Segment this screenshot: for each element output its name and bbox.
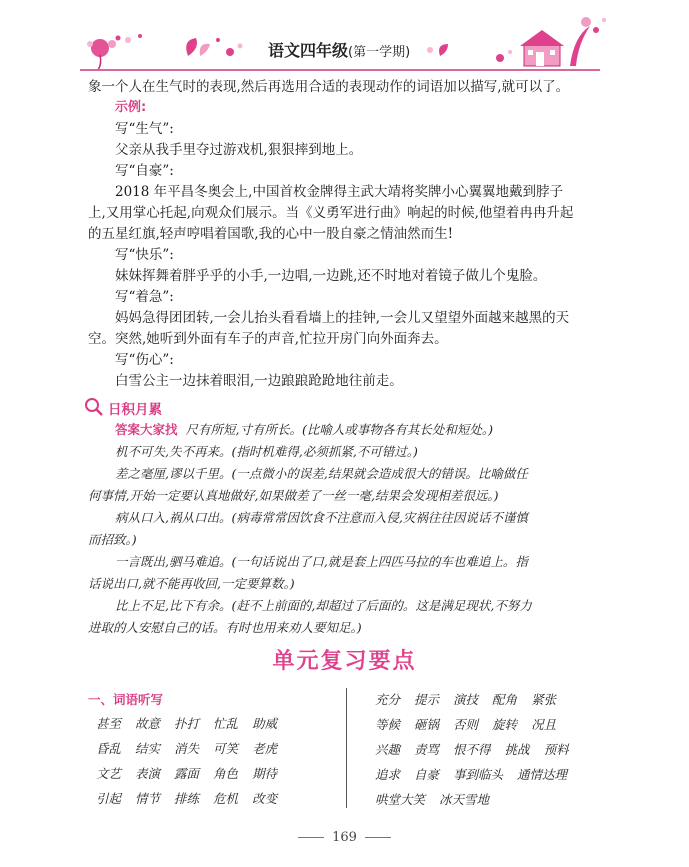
vocab-row	[375, 690, 570, 708]
idiom-line: 比上不足,比下有余。(赶不上前面的,却超过了后面的。这是满足现状,不努力	[115, 598, 532, 613]
body-line: 写“着急”:	[115, 289, 174, 305]
header-title-main: 语文四年级	[268, 41, 349, 60]
body-line: 上,又用掌心托起,向观众们展示。当《义勇军进行曲》响起的时候,他望着冉冉升起	[88, 205, 574, 221]
vocab-word: 甚至	[96, 716, 122, 731]
vocab-word: 情节	[135, 791, 161, 806]
vocab-word: 旋转	[492, 717, 518, 732]
vocab-word: 提示	[414, 692, 440, 707]
body-line: 父亲从我手里夺过游戏机,狠狠摔到地上。	[115, 142, 363, 158]
vocab-word: 等候	[375, 717, 401, 732]
body-line: 的五星红旗,轻声哼唱着国歌,我的心中一股自豪之情油然而生!	[88, 226, 454, 242]
vocab-row	[96, 789, 291, 807]
vocab-word: 事到临头	[453, 767, 504, 782]
page-footer	[0, 830, 689, 845]
vocab-word: 消失	[174, 741, 200, 756]
header-title	[268, 38, 410, 61]
vocab-word: 老虎	[252, 741, 278, 756]
vocab-word: 紧张	[531, 692, 557, 707]
example-label: 示例:	[115, 100, 147, 115]
vocab-word: 昏乱	[96, 741, 122, 756]
body-line: 写“伤心”:	[115, 352, 174, 368]
vocab-row	[96, 764, 291, 782]
vocab-word: 况且	[531, 717, 557, 732]
left-flower-decoration	[87, 34, 142, 70]
vocab-row	[375, 790, 503, 808]
vocab-word: 砸锅	[414, 717, 440, 732]
answer-label: 答案大家找	[115, 422, 178, 437]
idiom-line	[115, 421, 493, 438]
mid-flower-decoration	[186, 38, 242, 56]
vocab-word: 否则	[453, 717, 479, 732]
vocab-word: 文艺	[96, 766, 122, 781]
vocab-word: 角色	[213, 766, 239, 781]
vocab-word: 充分	[375, 692, 401, 707]
vocab-word: 追求	[375, 767, 401, 782]
vocab-word: 扑打	[174, 716, 200, 731]
vocab-word: 演技	[453, 692, 479, 707]
body-line: 白雪公主一边抹着眼泪,一边踉踉跄跄地往前走。	[115, 373, 403, 389]
header-title-sub: (第一学期)	[348, 45, 411, 60]
vocab-row	[375, 715, 570, 733]
body-line: 写“生气”:	[115, 121, 174, 137]
header-divider	[80, 69, 600, 71]
vocab-word: 恨不得	[453, 742, 491, 757]
body-line: 写“快乐”:	[115, 247, 174, 263]
vocab-divider	[346, 688, 347, 808]
vocab-word: 可笑	[213, 741, 239, 756]
vocab-word: 责骂	[414, 742, 440, 757]
page-header	[0, 0, 689, 80]
vocab-word: 表演	[135, 766, 161, 781]
vocab-row	[96, 739, 291, 757]
vocab-word: 预料	[543, 742, 569, 757]
body-line: 空。突然,她听到外面有车子的声音,忙拉开房门向外面奔去。	[88, 331, 448, 347]
idiom-line: 一言既出,驷马难追。(一句话说出了口,就是套上四匹马拉的车也难追上。指	[115, 554, 528, 569]
page-number: 169	[332, 830, 357, 845]
vocab-row	[96, 714, 291, 732]
vocab-word: 危机	[213, 791, 239, 806]
vocab-row	[375, 765, 581, 783]
footer-dash	[298, 837, 324, 838]
vocab-word: 配角	[492, 692, 518, 707]
vocab-word: 排练	[174, 791, 200, 806]
vocab-word: 故意	[135, 716, 161, 731]
vocab-word: 哄堂大笑	[375, 792, 426, 807]
magnifier-icon	[84, 397, 104, 417]
body-line: 写“自豪”:	[115, 163, 174, 179]
vocab-word: 通情达理	[517, 767, 568, 782]
body-line: 妹妹挥舞着胖乎乎的小手,一边唱,一边跳,还不时地对着镜子做儿个鬼脸。	[115, 268, 547, 284]
vocab-word: 挑战	[504, 742, 530, 757]
vocab-word: 助威	[252, 716, 278, 731]
right-house-decoration	[427, 17, 606, 66]
body-line: 象一个人在生气时的表现,然后再选用合适的表现动作的词语加以描写,就可以了。	[88, 79, 570, 95]
vocab-word: 露面	[174, 766, 200, 781]
vocab-row	[375, 740, 583, 758]
idiom-line: 进取的人安慰自己的话。有时也用来劝人要知足。)	[88, 620, 362, 635]
idiom-line: 差之毫厘,谬以千里。(一点微小的误差,结果就会造成很大的错误。比喻做任	[115, 466, 528, 481]
vocab-word: 兴趣	[375, 742, 401, 757]
vocab-word: 忙乱	[213, 716, 239, 731]
vocab-word: 改变	[252, 791, 278, 806]
vocab-word: 期待	[252, 766, 278, 781]
idiom-text: 尺有所短,寸有所长。(比喻人或事物各有其长处和短处。)	[185, 422, 493, 437]
vocab-heading: 一、词语听写	[88, 692, 164, 707]
body-line: 妈妈急得团团转,一会儿抬头看看墙上的挂钟,一会儿又望望外面越来越黑的天	[115, 310, 570, 326]
vocab-word: 冰天雪地	[439, 792, 490, 807]
vocab-word: 引起	[96, 791, 122, 806]
daily-section-title: 日积月累	[108, 402, 162, 418]
idiom-line: 何事情,开始一定要认真地做好,如果做差了一丝一毫,结果会发现相差很远。)	[88, 488, 499, 503]
vocab-word: 自豪	[414, 767, 440, 782]
vocab-word: 结实	[135, 741, 161, 756]
unit-title: 单元复习要点	[272, 649, 417, 674]
body-line: 2018 年平昌冬奥会上,中国首枚金牌得主武大靖将奖牌小心翼翼地戴到脖子	[115, 184, 563, 200]
idiom-line: 病从口入,祸从口出。(病毒常常因饮食不注意而入侵,灾祸往往因说话不谨慎	[115, 510, 528, 525]
idiom-line: 而招致。)	[88, 532, 137, 547]
idiom-line: 机不可失,失不再来。(指时机难得,必须抓紧,不可错过。)	[115, 444, 418, 459]
idiom-line: 话说出口,就不能再收回,一定要算数。)	[88, 576, 295, 591]
footer-dash	[365, 837, 391, 838]
